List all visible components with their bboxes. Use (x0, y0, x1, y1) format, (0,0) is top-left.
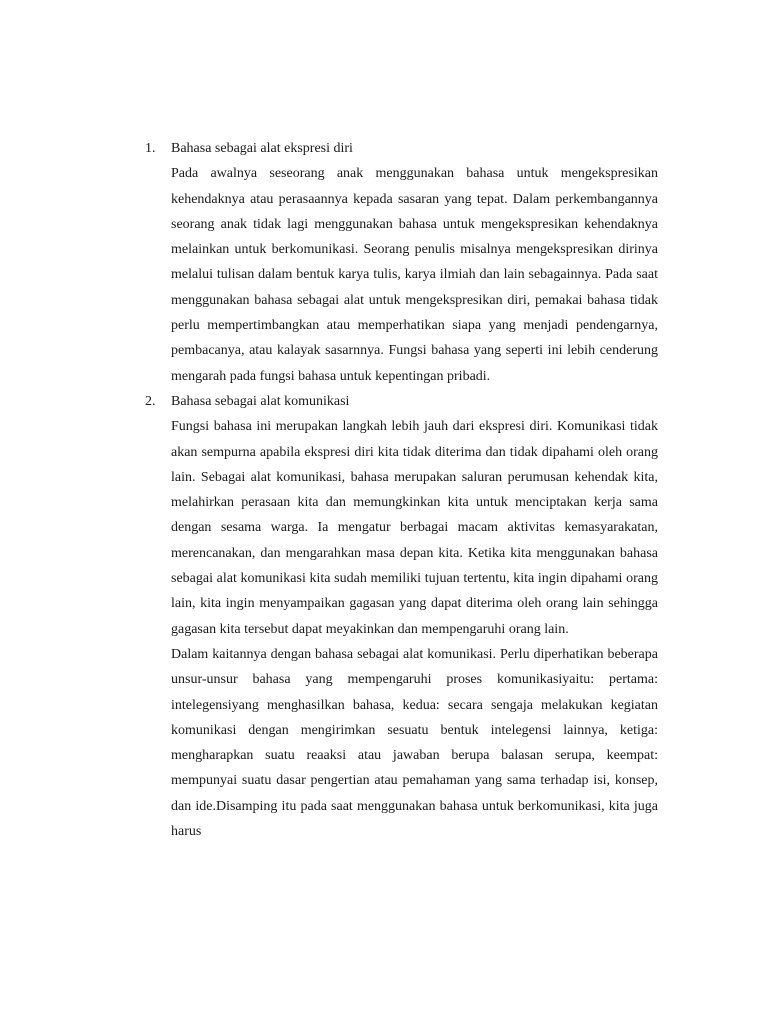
list-item-expression (145, 136, 658, 389)
list-item-communication (145, 389, 658, 844)
section-heading: Bahasa sebagai alat komunikasi (171, 393, 350, 409)
list-number: 1. (145, 141, 156, 156)
section-paragraph: Fungsi bahasa ini merupakan langkah lebih jauh dari ekspresi diri. Komunikasi tidak akan sempurna apabila ekspresi diri kita tidak diterima dan tidak dipahami oleh orang lain. Sebagai alat komunikasi, bahasa merupakan saluran perumusan kehendak kita, melahirkan perasaan kita dan memungkinkan kita untuk menciptakan kerja sama dengan sesama warga. Ia mengatur berbagai macam aktivitas kemasyarakatan, merencanakan, dan mengarahkan masa depan kita. Ketika kita menggunakan bahasa sebagai alat komunikasi kita sudah memiliki tujuan tertentu, kita ingin dipahami orang lain, kita ingin menyampaikan gagasan yang dapat diterima oleh orang lain sehingga gagasan kita tersebut dapat meyakinkan dan mempengaruhi orang lain. (171, 419, 658, 637)
numbered-list (145, 136, 658, 844)
section-heading: Bahasa sebagai alat ekspresi diri (171, 141, 353, 156)
list-number: 2. (145, 393, 156, 409)
section-paragraph: Dalam kaitannya dengan bahasa sebagai alat komunikasi. Perlu diperhatikan beberapa unsur-unsur bahasa yang mempengaruhi proses komunikasiyaitu: pertama: intelegensiyang menghasilkan bahasa, kedua: secara sengaja melakukan kegiatan komunikasi dengan mengirimkan sesuatu bentuk intelegensi lainnya, ketiga: mengharapkan suatu reaaksi atau jawaban berupa balasan serupa, keempat: mempunyai suatu dasar pengertian atau pemahaman yang sama terhadap isi, konsep, dan ide.Disamping itu pada saat menggunakan bahasa untuk berkomunikasi, kita juga harus (171, 646, 658, 840)
section-paragraph: Pada awalnya seseorang anak menggunakan bahasa untuk mengekspresikan kehendaknya atau perasaannya kepada sasaran yang tepat. Dalam perkembangannya seorang anak tidak lagi menggunakan bahasa untuk mengekspresikan kehendaknya melainkan untuk berkomunikasi. Seorang penulis misalnya mengekspresikan dirinya melalui tulisan dalam bentuk karya tulis, karya ilmiah dan lain sebagainnya. Pada saat menggunakan bahasa sebagai alat untuk mengekspresikan diri, pemakai bahasa tidak perlu mempertimbangkan atau memperhatikan siapa yang menjadi pendengarnya, pembacanya, atau kalayak sasarnnya. Fungsi bahasa yang seperti ini lebih cenderung mengarah pada fungsi bahasa untuk kepentingan pribadi. (171, 166, 658, 384)
